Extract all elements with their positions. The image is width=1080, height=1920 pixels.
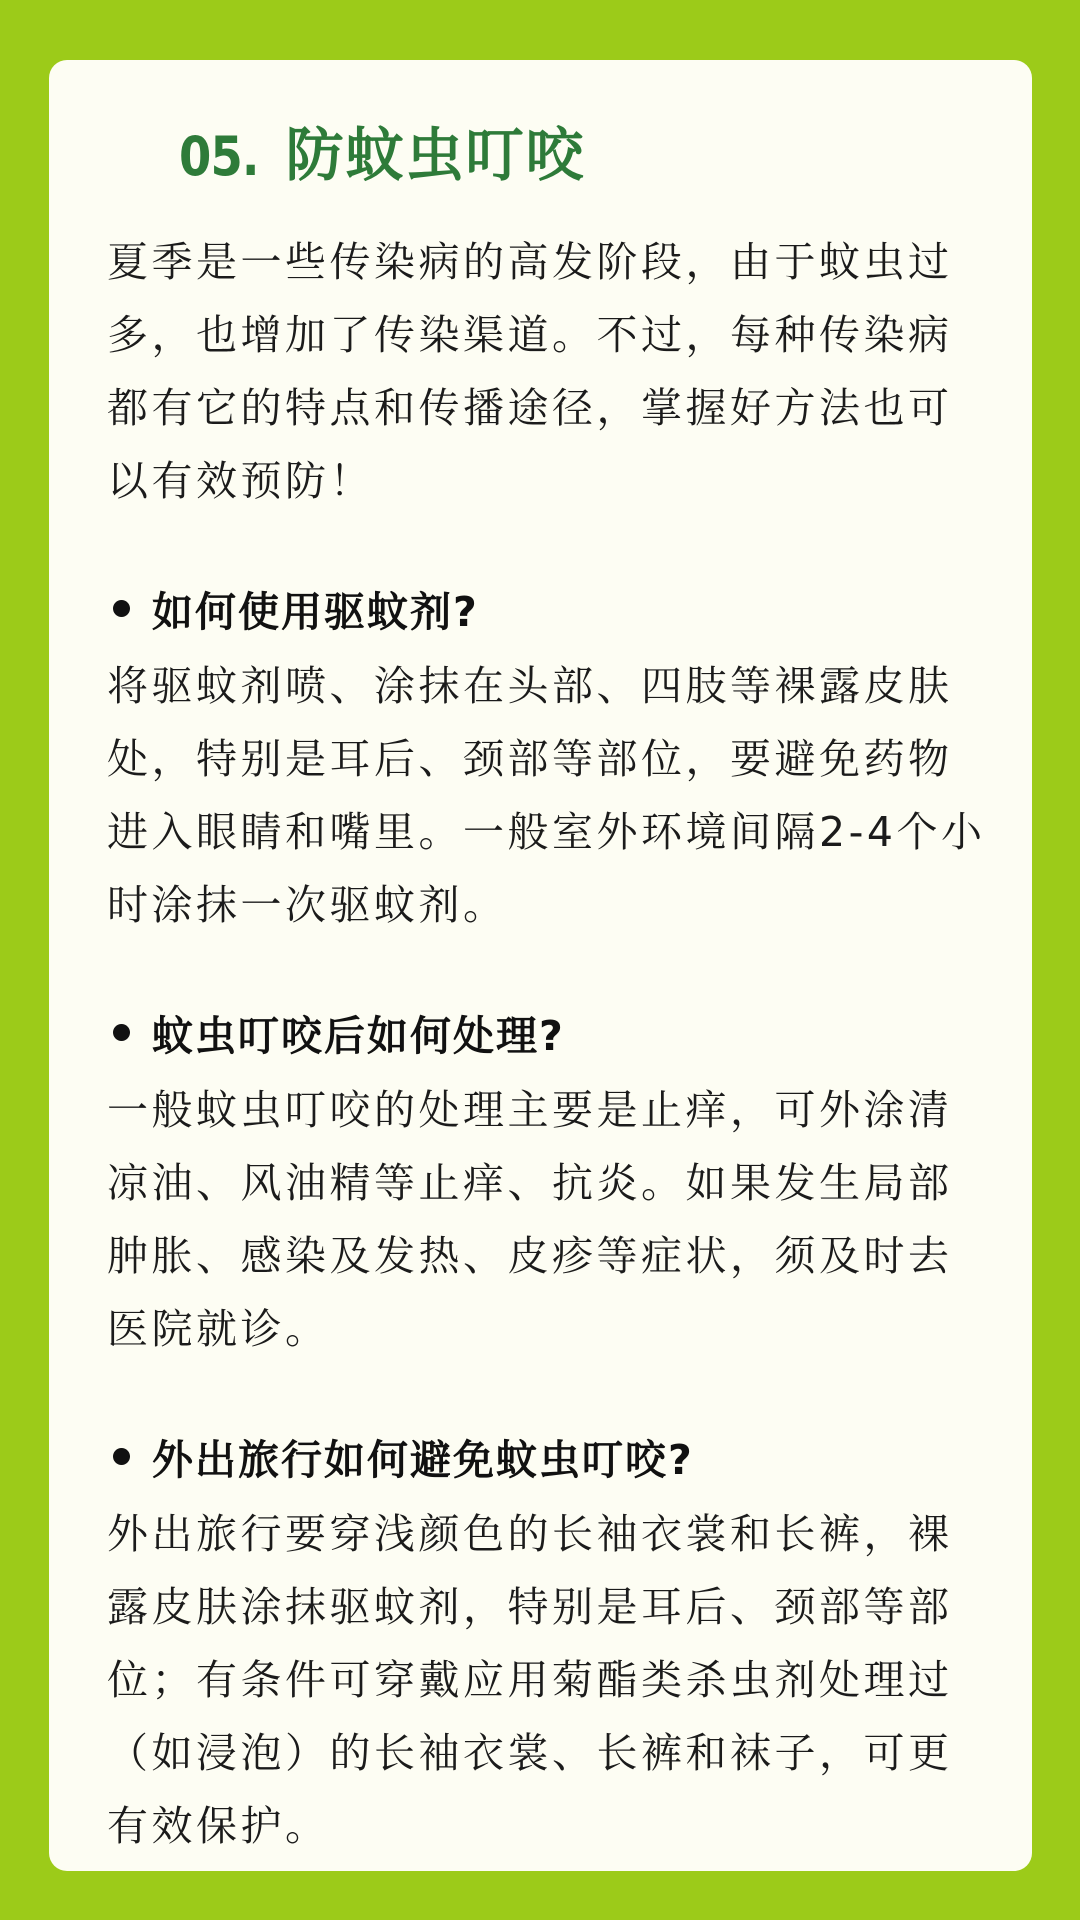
section-number: 05. [179,125,259,188]
section-heading-text: 外出旅行如何避免蚊虫叮咬? [152,1435,694,1484]
intro-paragraph: 夏季是一些传染病的高发阶段，由于蚊虫过多，也增加了传染渠道。不过，每种传染病都有它的特点和传播途径，掌握好方法也可以有效预防！ [107,238,953,505]
section-heading [107,568,976,648]
section-heading [107,1416,976,1496]
section-travel [107,1416,976,1863]
content-card [49,60,1032,1871]
bullet-icon [113,600,130,617]
section-repellent [107,568,986,942]
bullet-icon [113,1448,130,1465]
section-body: 将驱蚊剂喷、涂抹在头部、四肢等裸露皮肤处，特别是耳后、颈部等部位，要避免药物进入眼睛和嘴里。一般室外环境间隔2-4个小时涂抹一次驱蚊剂。 [107,662,986,929]
page-title [179,112,976,198]
title-text: 防蚊虫叮咬 [285,121,586,189]
section-after-bite [107,992,976,1366]
bullet-icon [113,1024,130,1041]
section-body: 一般蚊虫叮咬的处理主要是止痒，可外涂清凉油、风油精等止痒、抗炎。如果发生局部肿胀、感染及发热、皮疹等症状，须及时去医院就诊。 [107,1086,953,1353]
section-heading-text: 蚊虫叮咬后如何处理? [152,1011,565,1060]
section-heading [107,992,976,1072]
section-heading-text: 如何使用驱蚊剂? [152,587,479,636]
section-body: 外出旅行要穿浅颜色的长袖衣裳和长裤，裸露皮肤涂抹驱蚊剂，特别是耳后、颈部等部位；有条件可穿戴应用菊酯类杀虫剂处理过（如浸泡）的长袖衣裳、长裤和袜子，可更有效保护。 [107,1510,953,1850]
